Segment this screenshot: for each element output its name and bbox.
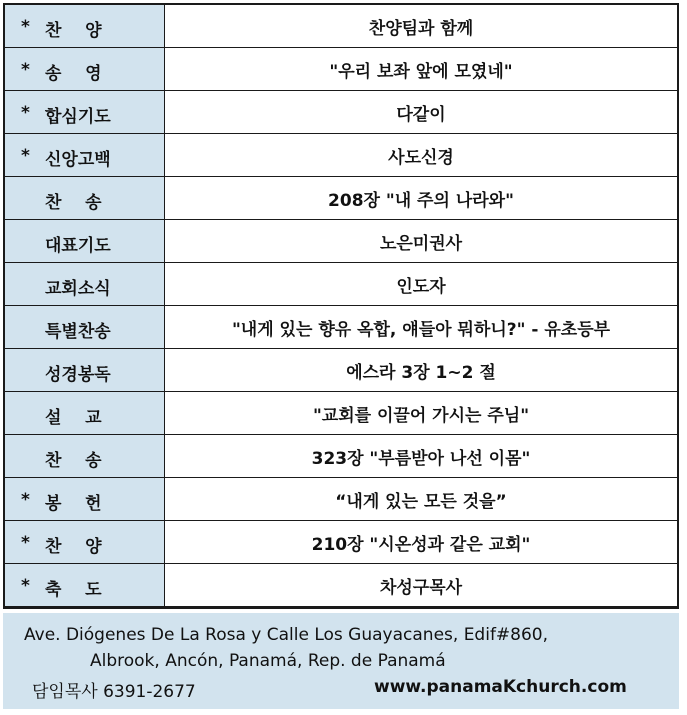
- service-item-content: 인도자: [165, 263, 679, 306]
- service-item-label-cell: [4, 349, 165, 392]
- service-row: [4, 177, 678, 220]
- service-item-label-cell: [4, 435, 165, 478]
- standing-marker: *: [21, 17, 30, 37]
- church-info-footer: [3, 613, 679, 709]
- standing-marker: *: [21, 490, 30, 510]
- service-item-content: "교회를 이끌어 가시는 주님": [165, 392, 679, 435]
- service-row: [4, 4, 678, 48]
- service-item-label-cell: [4, 177, 165, 220]
- standing-marker: *: [21, 533, 30, 553]
- service-item-label: 신앙고백: [45, 150, 111, 170]
- service-item-label: 봉 헌: [45, 494, 102, 514]
- service-item-label-cell: [4, 220, 165, 263]
- service-item-label-cell: [4, 91, 165, 134]
- service-item-label-cell: [4, 478, 165, 521]
- website-link[interactable]: www.panamaKchurch.com: [374, 677, 627, 697]
- service-row: [4, 478, 678, 521]
- service-item-label: 찬 송: [45, 451, 102, 471]
- service-item-label: 설 교: [45, 408, 102, 428]
- service-item-content: "우리 보좌 앞에 모였네": [165, 48, 679, 91]
- service-item-label-cell: [4, 48, 165, 91]
- service-item-content: 노은미권사: [165, 220, 679, 263]
- service-item-label-cell: [4, 134, 165, 177]
- service-row: [4, 306, 678, 349]
- service-item-label-cell: [4, 392, 165, 435]
- service-item-label: 찬 송: [45, 193, 102, 213]
- service-item-label: 찬 양: [45, 537, 102, 557]
- service-row: [4, 134, 678, 177]
- service-item-label: 합심기도: [45, 107, 111, 127]
- service-row: [4, 435, 678, 478]
- service-item-content: "내게 있는 향유 옥합, 얘들아 뭐하니?" - 유초등부: [165, 306, 679, 349]
- standing-marker: *: [21, 60, 30, 80]
- service-row: [4, 564, 678, 607]
- service-row: [4, 392, 678, 435]
- service-item-content: “내게 있는 모든 것을”: [165, 478, 679, 521]
- service-item-content: 323장 "부름받아 나선 이몸": [165, 435, 679, 478]
- service-item-label-cell: [4, 564, 165, 607]
- service-item-label: 축 도: [45, 580, 102, 600]
- standing-marker: *: [21, 146, 30, 166]
- service-item-label: 대표기도: [45, 236, 111, 256]
- service-item-label-cell: [4, 263, 165, 306]
- service-row: [4, 91, 678, 134]
- service-item-label-cell: [4, 521, 165, 564]
- service-item-label-cell: [4, 4, 165, 48]
- section-divider: [3, 607, 679, 609]
- service-item-content: 사도신경: [165, 134, 679, 177]
- service-item-content: 차성구목사: [165, 564, 679, 607]
- service-item-content: 208장 "내 주의 나라와": [165, 177, 679, 220]
- address-line-1: Ave. Diógenes De La Rosa y Calle Los Guayacanes, Edif#860,: [24, 625, 549, 645]
- service-item-content: 다같이: [165, 91, 679, 134]
- service-row: [4, 220, 678, 263]
- standing-marker: *: [21, 103, 30, 123]
- service-row: [4, 521, 678, 564]
- service-item-content: 찬양팀과 함께: [165, 4, 679, 48]
- address-line-2: Albrook, Ancón, Panamá, Rep. de Panamá: [90, 651, 446, 671]
- service-item-label-cell: [4, 306, 165, 349]
- service-item-content: 에스라 3장 1~2 절: [165, 349, 679, 392]
- service-item-label: 특별찬송: [45, 322, 111, 342]
- service-row: [4, 263, 678, 306]
- order-of-service: [3, 3, 679, 607]
- service-row: [4, 48, 678, 91]
- order-of-service-table: [3, 3, 679, 607]
- service-item-label: 송 영: [45, 64, 102, 84]
- pastor-phone: 담임목사 6391-2677: [32, 682, 196, 702]
- service-row: [4, 349, 678, 392]
- service-item-content: 210장 "시온성과 같은 교회": [165, 521, 679, 564]
- service-item-label: 교회소식: [45, 279, 111, 299]
- standing-marker: *: [21, 576, 30, 596]
- service-item-label: 성경봉독: [45, 365, 111, 385]
- service-item-label: 찬 양: [45, 21, 102, 41]
